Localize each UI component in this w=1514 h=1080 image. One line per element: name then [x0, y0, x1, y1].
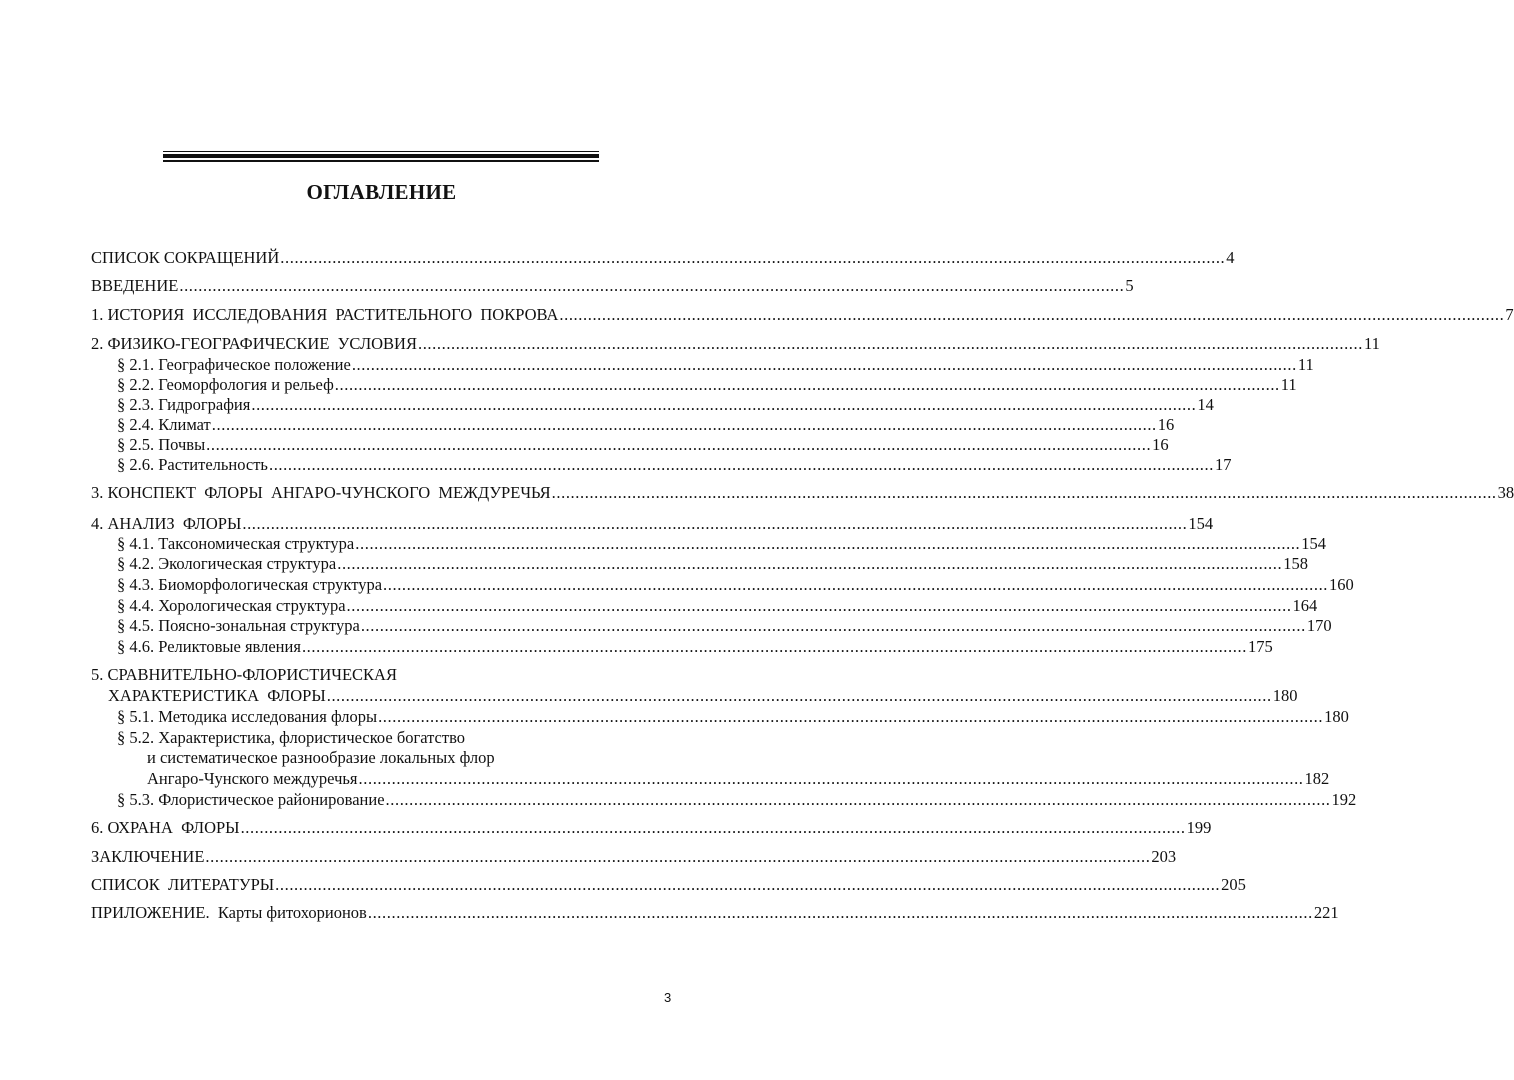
toc-entry[interactable]	[117, 790, 1357, 810]
toc-entry-label: Ангаро-Чунского междуречья	[147, 769, 358, 788]
toc-entry-label: § 5.3. Флористическое районирование	[117, 790, 385, 809]
toc-entry-label: § 2.6. Растительность	[117, 455, 268, 474]
toc-entry-label: § 4.1. Таксономическая структура	[117, 534, 355, 553]
toc-entry-page: 158	[1283, 554, 1308, 573]
toc-entry-label: ХАРАКТЕРИСТИКА ФЛОРЫ	[108, 686, 326, 705]
toc-entry[interactable]	[91, 818, 1212, 838]
dot-leader: ........................................................................................................................................................................................................	[417, 334, 1363, 353]
toc-entry[interactable]	[91, 875, 1246, 895]
toc-entry[interactable]	[117, 637, 1273, 657]
dot-leader: ........................................................................................................................................................................................................	[242, 514, 1188, 533]
toc-entry-page: 7	[1505, 305, 1514, 324]
toc-entry-page: 11	[1297, 355, 1314, 374]
toc-entry-page: 16	[1157, 415, 1175, 434]
toc-entry-page: 154	[1188, 514, 1214, 533]
dot-leader: ........................................................................................................................................................................................................	[301, 637, 1247, 656]
toc-entry-label: § 2.4. Климат	[117, 415, 211, 434]
toc-entry-page: 182	[1304, 769, 1330, 788]
toc-entry-label: § 5.2. Характеристика, флористическое богатство	[117, 728, 466, 747]
toc-entry-label: § 4.6. Реликтовые явления	[117, 637, 301, 656]
toc-entry-page: 14	[1197, 395, 1214, 414]
toc-entry-page: 170	[1306, 616, 1332, 635]
dot-leader: ........................................................................................................................................................................................................	[280, 248, 1226, 267]
toc-entry-label: § 2.5. Почвы	[117, 435, 206, 454]
toc-entry[interactable]	[117, 435, 1169, 455]
toc-entry-page: 5	[1125, 276, 1134, 295]
dot-leader: ........................................................................................................................................................................................................	[355, 534, 1301, 553]
toc-entry-page: 11	[1363, 334, 1380, 353]
toc-entry-page: 203	[1151, 847, 1177, 866]
dot-leader: ........................................................................................................................................................................................................	[385, 790, 1331, 809]
dot-leader: ........................................................................................................................................................................................................	[383, 575, 1329, 594]
dot-leader: ........................................................................................................................................................................................................	[337, 554, 1283, 573]
toc-entry[interactable]	[117, 616, 1332, 636]
toc-entry-label: § 2.2. Геоморфология и рельеф	[117, 375, 334, 394]
dot-leader: ........................................................................................................................................................................................................	[367, 903, 1313, 922]
dot-leader: ........................................................................................................................................................................................................	[346, 596, 1292, 615]
toc-entry[interactable]	[117, 355, 1314, 375]
toc-entry[interactable]	[117, 455, 1232, 475]
toc-entry[interactable]	[108, 686, 1298, 706]
toc-entry-label: § 4.5. Поясно-зональная структура	[117, 616, 360, 635]
toc-entry-page: 175	[1247, 637, 1273, 656]
toc-entry-page: 180	[1272, 686, 1298, 705]
dot-leader: ........................................................................................................................................................................................................	[240, 818, 1186, 837]
dot-leader: ........................................................................................................................................................................................................	[268, 455, 1214, 474]
dot-leader: ........................................................................................................................................................................................................	[334, 375, 1280, 394]
header-rule-medium	[163, 160, 599, 162]
toc-entry-label: § 2.3. Гидрография	[117, 395, 251, 414]
dot-leader: ........................................................................................................................................................................................................	[551, 483, 1497, 502]
toc-entry-label: ЗАКЛЮЧЕНИЕ	[91, 847, 205, 866]
toc-entry-label: 1. ИСТОРИЯ ИССЛЕДОВАНИЯ РАСТИТЕЛЬНОГО ПОКРОВА	[91, 305, 559, 324]
toc-entry-label: § 2.1. Географическое положение	[117, 355, 351, 374]
toc-entry-label: § 4.2. Экологическая структура	[117, 554, 337, 573]
toc-entry-page: 180	[1324, 707, 1349, 726]
toc-entry[interactable]	[117, 596, 1318, 616]
toc-entry-page: 16	[1152, 435, 1169, 454]
toc-entry-label: § 5.1. Методика исследования флоры	[117, 707, 378, 726]
toc-entry[interactable]	[91, 514, 1214, 534]
toc-entry-label: 2. ФИЗИКО-ГЕОГРАФИЧЕСКИЕ УСЛОВИЯ	[91, 334, 417, 353]
toc-entry-label: ПРИЛОЖЕНИЕ. Карты фитохорионов	[91, 903, 367, 922]
toc-entry-label: § 4.3. Биоморфологическая структура	[117, 575, 383, 594]
toc-entry-label: 3. КОНСПЕКТ ФЛОРЫ АНГАРО-ЧУНСКОГО МЕЖДУРЕЧЬЯ	[91, 483, 551, 502]
toc-entry-page: 4	[1226, 248, 1235, 267]
dot-leader: ........................................................................................................................................................................................................	[360, 616, 1306, 635]
dot-leader: ........................................................................................................................................................................................................	[275, 875, 1221, 894]
toc-entry[interactable]	[91, 334, 1380, 354]
toc-entry-label: 4. АНАЛИЗ ФЛОРЫ	[91, 514, 242, 533]
header-rule-thin	[163, 151, 599, 152]
toc-entry[interactable]	[91, 305, 1514, 325]
toc-entry[interactable]	[117, 375, 1297, 395]
toc-entry-label: СПИСОК СОКРАЩЕНИЙ	[91, 248, 280, 267]
toc-entry-page: 160	[1329, 575, 1354, 594]
page-number: 3	[664, 990, 672, 1005]
toc-entry-page: 221	[1313, 903, 1339, 922]
header-rule-thick	[163, 154, 599, 158]
dot-leader: ........................................................................................................................................................................................................	[205, 847, 1151, 866]
toc-entry[interactable]	[91, 847, 1177, 867]
toc-entry[interactable]	[117, 707, 1349, 727]
toc-entry[interactable]	[91, 248, 1235, 268]
dot-leader: ........................................................................................................................................................................................................	[358, 769, 1304, 788]
toc-entry-page: 199	[1186, 818, 1212, 837]
toc-entry-label: 6. ОХРАНА ФЛОРЫ	[91, 818, 240, 837]
toc-entry[interactable]	[91, 483, 1514, 503]
dot-leader: ........................................................................................................................................................................................................	[326, 686, 1272, 705]
toc-entry[interactable]	[147, 748, 672, 768]
toc-entry-label: § 4.4. Хорологическая структура	[117, 596, 346, 615]
dot-leader: ........................................................................................................................................................................................................	[378, 707, 1324, 726]
dot-leader: ........................................................................................................................................................................................................	[351, 355, 1297, 374]
toc-entry[interactable]	[147, 769, 1330, 789]
toc-entry[interactable]	[117, 575, 1354, 595]
toc-entry[interactable]	[91, 903, 1339, 923]
toc-entry-label: СПИСОК ЛИТЕРАТУРЫ	[91, 875, 275, 894]
toc-entry-page: 17	[1214, 455, 1232, 474]
toc-entry-label: и систематическое разнообразие локальных флор	[147, 748, 495, 767]
toc-entry[interactable]	[117, 728, 672, 748]
toc-entry-page: 11	[1280, 375, 1297, 394]
dot-leader: ........................................................................................................................................................................................................	[559, 305, 1505, 324]
toc-entry[interactable]	[117, 415, 1175, 435]
dot-leader: ........................................................................................................................................................................................................	[211, 415, 1157, 434]
toc-entry-page: 154	[1301, 534, 1327, 553]
toc-entry-label: 5. СРАВНИТЕЛЬНО-ФЛОРИСТИЧЕСКАЯ	[91, 665, 397, 684]
dot-leader: ........................................................................................................................................................................................................	[206, 435, 1152, 454]
toc-entry[interactable]	[91, 276, 1134, 296]
toc-entry[interactable]	[91, 665, 672, 685]
toc-entry[interactable]	[117, 395, 1214, 415]
toc-entry[interactable]	[117, 554, 1308, 574]
toc-entry-page: 205	[1221, 875, 1246, 894]
dot-leader: ........................................................................................................................................................................................................	[179, 276, 1125, 295]
toc-entry-label: ВВЕДЕНИЕ	[91, 276, 179, 295]
toc-entry-page: 164	[1292, 596, 1318, 615]
toc-entry-page: 192	[1331, 790, 1357, 809]
toc-entry-page: 38	[1497, 483, 1514, 502]
toc-entry[interactable]	[117, 534, 1327, 554]
page-title: ОГЛАВЛЕНИЕ	[306, 180, 457, 204]
dot-leader: ........................................................................................................................................................................................................	[251, 395, 1197, 414]
